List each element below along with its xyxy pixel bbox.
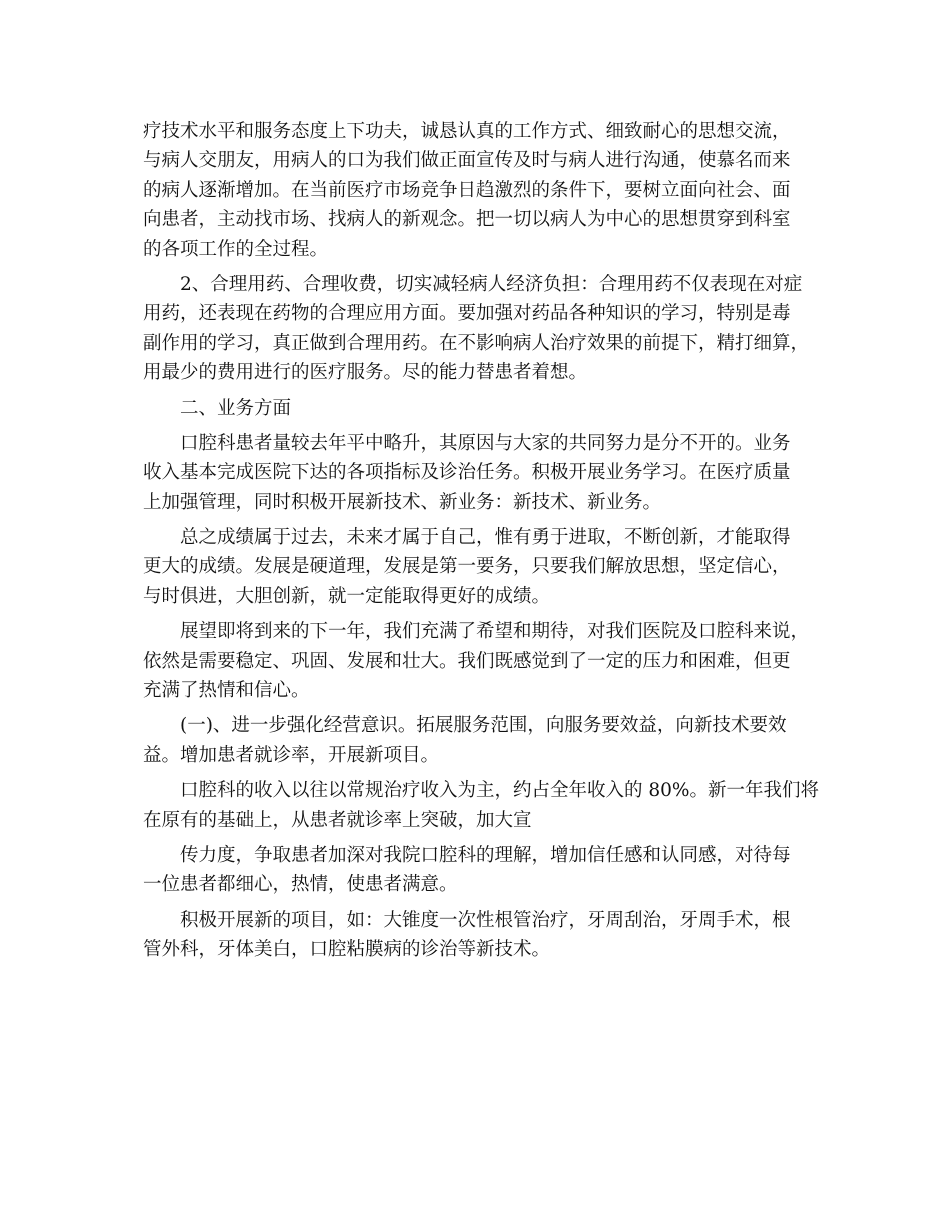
text-line: 的各项工作的全过程。 (143, 238, 329, 260)
text-line: 疗技术水平和服务态度上下功夫，诚恳认真的工作方式、细致耐心的思想交流， (143, 121, 791, 142)
text-line: 益。增加患者就诊率，开展新项目。 (143, 744, 440, 766)
text-line: 依然是需要稳定、巩固、发展和壮大。我们既感觉到了一定的压力和困难，但更 (143, 650, 791, 672)
text-line: 口腔科的收入以往以常规治疗收入为主，约占全年收入的 80%。新一年我们将 (180, 780, 820, 802)
text-line: 副作用的学习，真正做到合理用药。在不影响病人治疗效果的前提下，精打细算， (143, 332, 810, 354)
document-body (143, 117, 833, 965)
text-line: 收入基本完成医院下达的各项指标及诊治任务。积极开展业务学习。在医疗质量 (143, 462, 791, 484)
text-line: 积极开展新的项目，如：大锥度一次性根管治疗，牙周刮治，牙周手术，根 (180, 909, 791, 931)
text-line: 管外科，牙体美白，口腔粘膜病的诊治等新技术。 (143, 939, 551, 961)
text-line: 总之成绩属于过去，未来才属于自己，惟有勇于进取，不断创新，才能取得 (180, 527, 791, 549)
text-line: 在原有的基础上，从患者就诊率上突破，加大宣 (143, 809, 532, 831)
text-line: 展望即将到来的下一年，我们充满了希望和期待，对我们医院及口腔科来说， (180, 621, 810, 643)
text-line: 与病人交朋友，用病人的口为我们做正面宣传及时与病人进行沟通，使慕名而来 (143, 150, 791, 172)
text-line: 的病人逐渐增加。在当前医疗市场竞争日趋激烈的条件下，要树立面向社会、面 (143, 179, 791, 201)
text-line: 上加强管理，同时积极开展新技术、新业务：新技术、新业务。 (143, 491, 662, 513)
text-line: 一位患者都细心，热情，使患者满意。 (143, 874, 458, 896)
text-line: 向患者，主动找市场、找病人的新观念。把一切以病人为中心的思想贯穿到科室 (143, 209, 791, 231)
text-line: 传力度，争取患者加深对我院口腔科的理解，增加信任感和认同感，对待每 (180, 844, 791, 866)
text-line: 用药，还表现在药物的合理应用方面。要加强对药品各种知识的学习，特别是毒 (143, 303, 791, 325)
text-line: 更大的成绩。发展是硬道理，发展是第一要务，只要我们解放思想，坚定信心， (143, 556, 791, 578)
text-line: (一)、进一步强化经营意识。拓展服务范围，向服务要效益，向新技术要效 (180, 715, 787, 737)
text-line: 二、业务方面 (180, 397, 292, 419)
text-line: 与时俱进，大胆创新，就一定能取得更好的成绩。 (143, 585, 551, 607)
text-line: 用最少的费用进行的医疗服务。尽的能力替患者着想。 (143, 362, 588, 384)
text-line: 充满了热情和信心。 (143, 680, 310, 702)
text-line: 口腔科患者量较去年平中略升，其原因与大家的共同努力是分不开的。业务 (180, 432, 791, 454)
text-line: 2、合理用药、合理收费，切实减轻病人经济负担：合理用药不仅表现在对症 (180, 273, 803, 295)
